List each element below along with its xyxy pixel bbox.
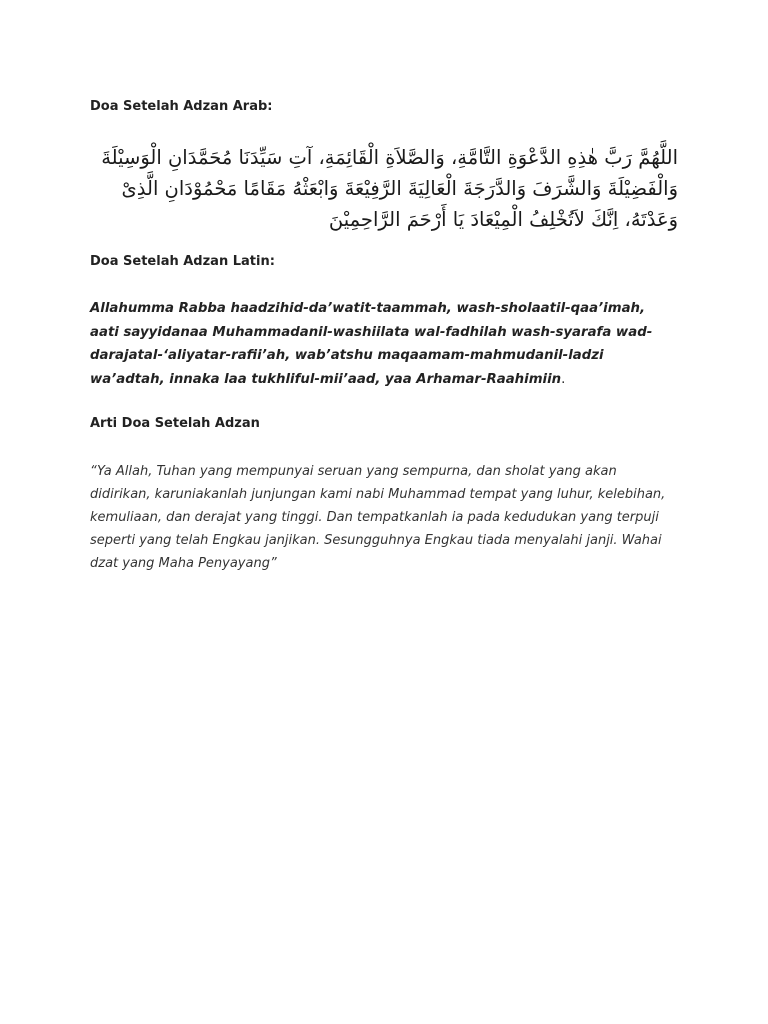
arabic-prayer-text: اللَّهُمَّ رَبَّ هٰذِهِ الدَّعْوَةِ التَّامَّةِ، وَالصَّلاَةِ الْقَائِمَةِ، آتِ سَيِّدَنَا مُحَمَّدَانِ الْوَسِيْلَةَ وَالْفَضِيْلَةَ وَالشَّرَفَ وَالدَّرَجَةَ الْعَالِيَةَ الرَّفِيْعَةَ وَابْعَثْهُ مَقَامًا مَحْمُوْدَانِ الَّذِىْ وَعَدْتَهُ، اِنَّكَ لاَتُخْلِفُ الْمِيْعَادَ يَا أَرْحَمَ الرَّاحِمِيْنَ — [101, 146, 678, 231]
latin-prayer-body: Allahumma Rabba haadzihid-da’watit-taammah, wash-sholaatil-qaa’imah, aati sayyidanaa Muhammadanil-washiilata wal-fadhilah wash-syarafa wad-darajatal-‘aliyatar-rafii’ah, wab’atshu maqaamam-mahmudanil-ladzi wa’adtah, innaka laa tukhliful-mii’aad, yaa Arhamar-Raahimiin — [90, 301, 653, 387]
latin-prayer-period: . — [561, 371, 566, 387]
translation-text: “Ya Allah, Tuhan yang mempunyai seruan yang sempurna, dan sholat yang akan didirikan, karuniakanlah junjungan kami nabi Muhammad tempat yang luhur, kelebihan, kemuliaan, dan derajat yang tinggi. Dan tempatkanlah ia pada kedudukan yang terpuji seperti yang telah Engkau janjikan. Sesungguhnya Engkau tiada menyalahi janji. Wahai dzat yang Maha Penyayang” — [90, 464, 666, 571]
latin-heading: Doa Setelah Adzan Latin: — [90, 254, 275, 269]
latin-prayer-text — [90, 297, 678, 391]
translation-heading: Arti Doa Setelah Adzan — [90, 416, 260, 431]
arab-heading: Doa Setelah Adzan Arab: — [90, 99, 273, 114]
